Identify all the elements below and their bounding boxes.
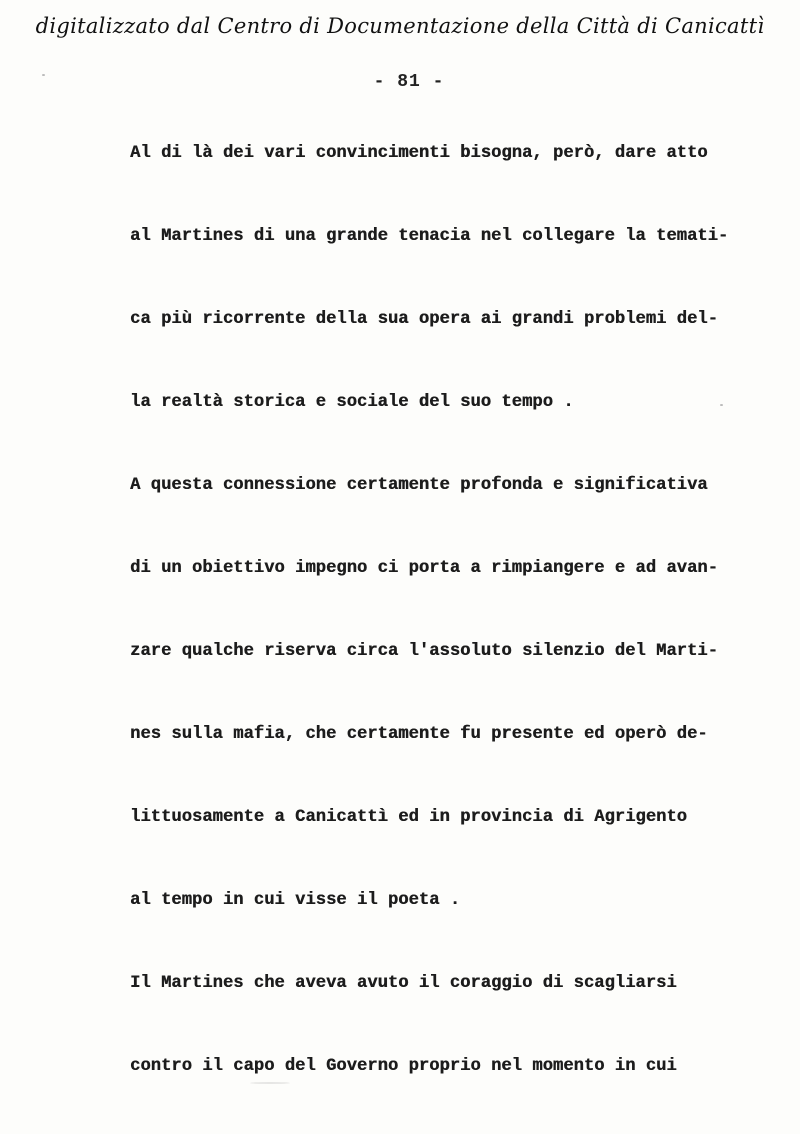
text-line: nes sulla mafia, che certamente fu presente ed operò de- xyxy=(130,725,708,744)
text-line: contro il capo del Governo proprio nel momento in cui xyxy=(130,1057,677,1076)
text-line: Il Martines che aveva avuto il coraggio di scagliarsi xyxy=(130,974,677,993)
text-line: la realtà storica e sociale del suo tempo . xyxy=(130,393,574,412)
text-line: zare qualche riserva circa l'assoluto silenzio del Marti- xyxy=(130,642,718,661)
page-number: - 81 - xyxy=(373,72,445,92)
text-line: al Martines di una grande tenacia nel collegare la temati- xyxy=(130,227,729,246)
text-line: A questa connessione certamente profonda e significativa xyxy=(130,476,708,495)
text-line: littuosamente a Canicattì ed in provincia di Agrigento xyxy=(130,808,687,827)
text-line: al tempo in cui visse il poeta . xyxy=(130,891,461,910)
scan-speck xyxy=(250,1082,290,1084)
typed-text-body xyxy=(130,132,770,1128)
digitization-stamp: digitalizzato dal Centro di Documentazione della Città di Canicattì xyxy=(35,14,765,38)
text-line: di un obiettivo impegno ci porta a rimpiangere e ad avan- xyxy=(130,559,718,578)
text-line: Al di là dei vari convincimenti bisogna, però, dare atto xyxy=(130,144,708,163)
scan-speck xyxy=(42,74,45,76)
scan-speck xyxy=(720,404,723,406)
text-line: ca più ricorrente della sua opera ai grandi problemi del- xyxy=(130,310,718,329)
